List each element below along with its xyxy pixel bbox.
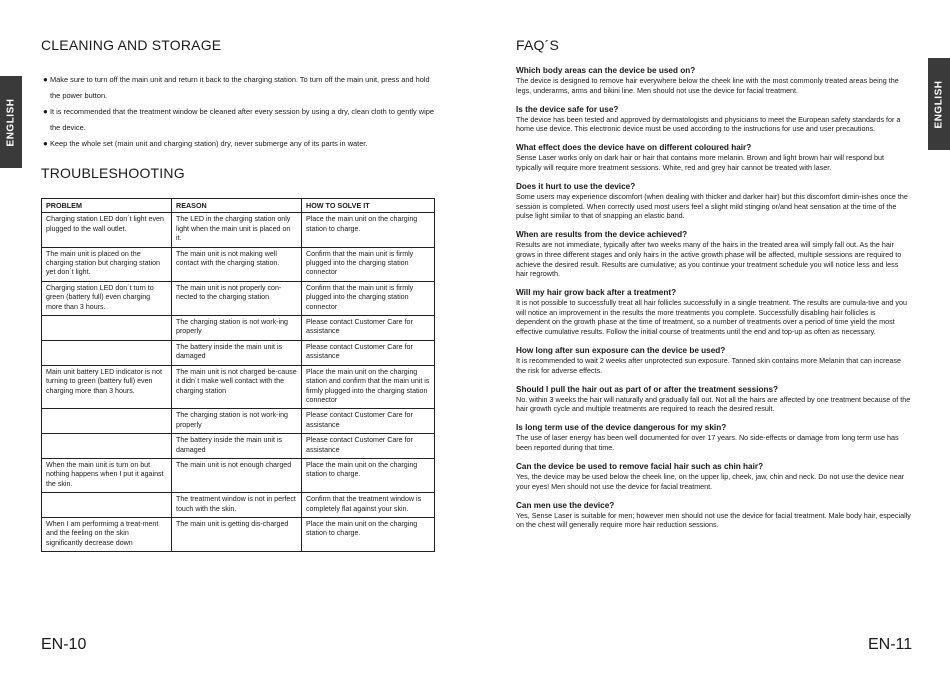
faq-answer: Yes, Sense Laser is suitable for men; however men should not use the device for facial treatment. Male body hair, especially on the chest will generally require more hair reduction sessions. — [516, 510, 911, 530]
solution-cell: Please contact Customer Care for assistance — [302, 434, 435, 459]
problem-cell: When I am performimg a treat-ment and the feeling on the skin significantly decrease down — [42, 517, 172, 551]
reason-cell: The main unit is getting dis-charged — [172, 517, 302, 551]
table-row — [42, 409, 435, 434]
solution-cell: Please contact Customer Care for assistance — [302, 409, 435, 434]
faq-question: Should I pull the hair out as part of or after the treatment sessions? — [516, 384, 779, 394]
faq-answer: No. within 3 weeks the hair will naturally and gradually fall out. Not all the hairs are affected by one treatment because of the hair growth cycle and multiple treatments are required to reach the desired result. — [516, 394, 911, 414]
problem-cell: The main unit is placed on the charging station but charging station yet don´t light. — [42, 247, 172, 281]
faq-question: Can men use the device? — [516, 500, 615, 510]
problem-cell — [42, 409, 172, 434]
table-row — [42, 365, 435, 409]
problem-cell — [42, 493, 172, 518]
solution-cell: Confirm that the main unit is firmly plugged into the charging station connector — [302, 247, 435, 281]
faq-question: What effect does the device have on different coloured hair? — [516, 143, 752, 153]
reason-cell: The treatment window is not in perfect touch with the skin. — [172, 493, 302, 518]
cleaning-item: ● It is recommended that the treatment window be cleaned after every session by using a dry, clean cloth to gently wipe the device. — [43, 104, 438, 136]
language-tab-label: ENGLISH — [933, 80, 945, 128]
solution-cell: Confirm that the main unit is firmly plugged into the charging station connector — [302, 281, 435, 315]
table-row — [42, 458, 435, 492]
solution-cell: Confirm that the treatment window is completely flat against your skin. — [302, 493, 435, 518]
problem-cell: When the main unit is turn on but nothing happens when I put it against the skin. — [42, 458, 172, 492]
faq-item — [516, 462, 911, 491]
reason-cell: The main unit is not enough charged — [172, 458, 302, 492]
table-header-row — [42, 199, 435, 213]
reason-cell: The main unit is not making well contact with the charging station. — [172, 247, 302, 281]
faq-answer: The use of laser energy has been well documented for over 17 years. No side-effects or damage from long term use has been reported during that time. — [516, 433, 899, 453]
table-row — [42, 247, 435, 281]
reason-cell: The LED in the charging station only light when the main unit is placed on it. — [172, 213, 302, 247]
table-row — [42, 434, 435, 459]
problem-cell: Charging station LED don´t light even plugged to the wall outlet. — [42, 213, 172, 247]
cleaning-heading: CLEANING AND STORAGE — [41, 37, 222, 53]
reason-cell: The charging station is not work-ing properly — [172, 409, 302, 434]
problem-cell — [42, 434, 172, 459]
column-header-problem: PROBLEM — [42, 199, 172, 213]
reason-cell: The battery inside the main unit is damaged — [172, 340, 302, 365]
faq-answer: Results are not immediate, typically after two weeks many of the hairs in the treated area will simply fall out. As the hair grows in three different stages and only hairs in the active growth phase will be affected, multiple sessions are required to achieve the desired result. Results are cumulative; as you continue your treatment schedule you will notice less and less hair regrowth. — [516, 240, 902, 279]
table-row — [42, 493, 435, 518]
faq-item — [516, 423, 911, 452]
table-row — [42, 340, 435, 365]
faq-item — [516, 143, 911, 172]
faq-item — [516, 346, 911, 375]
problem-cell: Charging station LED don´t turn to green (battery full) even charging more than 3 hours. — [42, 281, 172, 315]
column-header-reason: REASON — [172, 199, 302, 213]
reason-cell: The main unit is not properly con-nected to the charging station — [172, 281, 302, 315]
troubleshooting-heading: TROUBLESHOOTING — [41, 165, 185, 181]
column-header-solution: HOW TO SOLVE IT — [302, 199, 435, 213]
table-row — [42, 517, 435, 551]
page-number: EN-11 — [868, 636, 913, 653]
faq-question: Is long term use of the device dangerous for my skin? — [516, 423, 727, 433]
table-row — [42, 316, 435, 341]
language-tab — [928, 58, 950, 150]
problem-cell: Main unit battery LED indicator is not turning to green (battery full) even charging more than 3 hours. — [42, 365, 172, 409]
faq-question: Which body areas can the device be used on? — [516, 66, 696, 75]
cleaning-item: ● Keep the whole set (main unit and charging station) dry, never submerge any of its parts in water. — [43, 136, 438, 152]
solution-cell: Place the main unit on the charging station to charge. — [302, 517, 435, 551]
solution-cell: Please contact Customer Care for assistance — [302, 316, 435, 341]
faq-answer: The device has been tested and approved by dermatologists and physicians to meet the European safety standards for a home use device. This electronic device must be used according to the instructions for use and user precautions. — [516, 114, 901, 134]
faq-question: Does it hurt to use the device? — [516, 182, 636, 192]
faq-answer: It is not possible to successfully treat all hair follicles successfully in a single treatment. The results are cumula-tive and you will notice an improvement in the results the more treatments you complete. Successfully disabling hair follicles is dependent on the growth phase at the time of treatment, so a number of treatments over a period of time yield the most effective cumulative results. Follow the initial course of treatments until the end and top-up as often as necessary. — [516, 298, 907, 336]
solution-cell: Place the main unit on the charging station and confirm that the main unit is firmly plugged into the charging station connector — [302, 365, 435, 409]
reason-cell: The charging station is not work-ing properly — [172, 316, 302, 341]
faq-item — [516, 501, 911, 530]
faq-list — [516, 66, 911, 540]
bullet-icon: ● — [43, 75, 48, 84]
faq-answer: The device is designed to remove hair everywhere below the cheek line with the most commonly treated areas being the legs, underarms, arms and bikini line. Men should not use the device for facial treatment. — [516, 76, 899, 95]
language-tab — [0, 76, 22, 168]
page-number: EN-10 — [41, 636, 87, 653]
faq-question: Can the device be used to remove facial hair such as chin hair? — [516, 462, 764, 472]
faq-question: When are results from the device achieved? — [516, 230, 688, 240]
faq-question: How long after sun exposure can the device be used? — [516, 346, 726, 356]
faq-answer: Sense Laser works only on dark hair or hair that contains more melanin. Brown and light brown hair will respond but typically will require more treatment sessions. White, red and grey hair cannot be treated with laser. — [516, 153, 884, 172]
solution-cell: Place the main unit on the charging station to charge. — [302, 213, 435, 247]
bullet-icon: ● — [43, 107, 48, 116]
faq-item — [516, 105, 911, 134]
faq-answer: Yes, the device may be used below the cheek line, on the upper lip, cheek, jaw, chin and neck. Do not use the device near your eyes! Men should not use the device for facial treatment. — [516, 472, 905, 491]
faq-item — [516, 385, 911, 414]
problem-cell — [42, 316, 172, 341]
language-tab-label: ENGLISH — [5, 98, 17, 146]
problem-cell — [42, 340, 172, 365]
faq-heading: FAQ´S — [516, 37, 560, 53]
reason-cell: The main unit is not charged be-cause it didn´t make well contact with the charging station — [172, 365, 302, 409]
faq-item — [516, 230, 911, 278]
right-page — [475, 0, 950, 673]
solution-cell: Place the main unit on the charging station to charge. — [302, 458, 435, 492]
faq-item — [516, 288, 911, 336]
faq-answer: Some users may experience discomfort (when dealing with thicker and darker hair) but this discomfort dimin-ishes once the session is completed. When correctly used most users feel a slight mild stinging or/and heat sensation at the time of the pulse light similar to that of snapping an elastic band. — [516, 192, 908, 221]
faq-item — [516, 66, 911, 95]
reason-cell: The battery inside the main unit is damaged — [172, 434, 302, 459]
cleaning-list — [43, 72, 438, 152]
solution-cell: Please contact Customer Care for assistance — [302, 340, 435, 365]
table-row — [42, 213, 435, 247]
faq-question: Is the device safe for use? — [516, 104, 619, 114]
faq-answer: It is recommended to wait 2 weeks after unprotected sun exposure. Tanned skin contains more Melanin that can increase the risk for adverse effects. — [516, 356, 902, 375]
table-row — [42, 281, 435, 315]
bullet-icon: ● — [43, 139, 48, 148]
faq-item — [516, 182, 911, 221]
cleaning-item: ● Make sure to turn off the main unit and return it back to the charging station. To turn off the main unit, press and hold the power button. — [43, 72, 438, 104]
troubleshooting-table — [41, 198, 435, 552]
faq-question: Will my hair grow back after a treatment? — [516, 288, 677, 298]
